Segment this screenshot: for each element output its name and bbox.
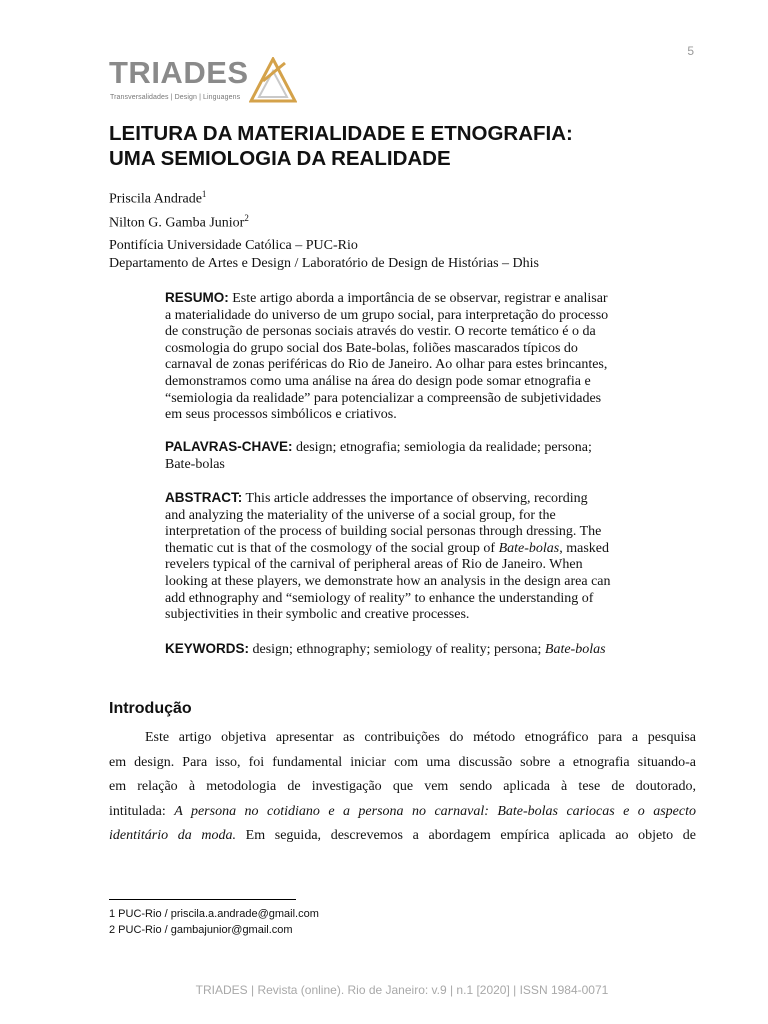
- footnote: 1 PUC-Rio / priscila.a.andrade@gmail.com: [109, 908, 319, 920]
- footnote: 2 PUC-Rio / gambajunior@gmail.com: [109, 924, 293, 936]
- author: Nilton G. Gamba Junior$^2$: [109, 212, 249, 231]
- abstract-block: ABSTRACT: This article addresses the importance of observing, recording and analyzing the materiality of the universe of a social group, for the interpretation of the process of building social personas through dressing. The thematic cut is that of the cosmology of the social group of Bate-bolas, masked revelers typical of the carnival of peripheral areas of Rio de Janeiro. When looking at these players, we demonstrate how an analysis in the design area can add ethnography and “semiology of reality” to enhance the understanding of subjectivities in their symbolic and creative processes.: [165, 490, 611, 623]
- section-heading: Introdução: [109, 700, 192, 717]
- affiliation-line: Departamento de Artes e Design / Laboratório de Design de Histórias – Dhis: [109, 256, 540, 271]
- author-list: [109, 185, 249, 232]
- logo-tagline: Transversalidades | Design | Linguagens: [110, 94, 241, 101]
- affiliation-line: Pontifícia Universidade Católica – PUC-Rio: [109, 238, 358, 253]
- logo-wordmark: TRIADES: [109, 55, 249, 90]
- page-number: 5: [687, 44, 694, 58]
- footnote-ref: 2: [244, 212, 249, 223]
- footnote-ref: 1: [201, 189, 207, 199]
- title-line-2: UMA SEMIOLOGIA DA REALIDADE: [109, 147, 451, 170]
- footnote-divider: [109, 899, 296, 900]
- keywords-label: KEYWORDS:: [165, 641, 249, 656]
- intro-paragraph: Este artigo objetiva apresentar as contribuições do método etnográfico para a pesquisa em design. Para isso, foi fundamental iniciar com uma discussão sobre a etnografia situando-a em relação à metodologia de investigação que vem sendo aplicada à tese de doutorado, intitulada: A persona no cotidiano e a persona no carnaval: Bate-bolas cariocas e o aspecto identitário da moda. Em seguida, descrevemos a abordagem empírica aplicada ao objeto de: [109, 730, 696, 843]
- keywords-block: KEYWORDS: design; ethnography; semiology of reality; persona; Bate-bolas: [165, 641, 606, 657]
- page-footer: TRIADES | Revista (online). Rio de Janeiro: v.9 | n.1 [2020] | ISSN 1984-0071: [195, 983, 609, 997]
- palavras-chave-block: PALAVRAS-CHAVE: design; etnografia; semiologia da realidade; persona; Bate-bolas: [165, 439, 592, 472]
- triangle-logo-icon: [249, 57, 297, 103]
- author: Priscila Andrade$^1$: [109, 189, 207, 207]
- paper-title: [109, 121, 669, 171]
- title-line-1: LEITURA DA MATERIALIDADE E ETNOGRAFIA:: [109, 122, 573, 145]
- resumo-label: RESUMO:: [165, 290, 229, 305]
- affiliation: [109, 237, 539, 273]
- palavras-chave-label: PALAVRAS-CHAVE:: [165, 439, 293, 454]
- footnotes: [109, 906, 319, 938]
- resumo-block: RESUMO: Este artigo aborda a importância de se observar, registrar e analisar a materialidade do universo de um grupo social, para interpretação do processo de construção de personas sociais através do vestir. O recorte temático é o da cosmologia do grupo social dos Bate-bolas, foliões mascarados típicos do carnaval de zonas periféricas do Rio de Janeiro. Ao olhar para estes brincantes, demonstramos como uma análise na área do design pode somar etnografia e “semiologia da realidade” para potencializar a compreensão de subjetividades em seus processos simbólicos e criativos.: [165, 290, 609, 423]
- abstract-label: ABSTRACT:: [165, 490, 243, 505]
- triades-logo: [109, 56, 299, 112]
